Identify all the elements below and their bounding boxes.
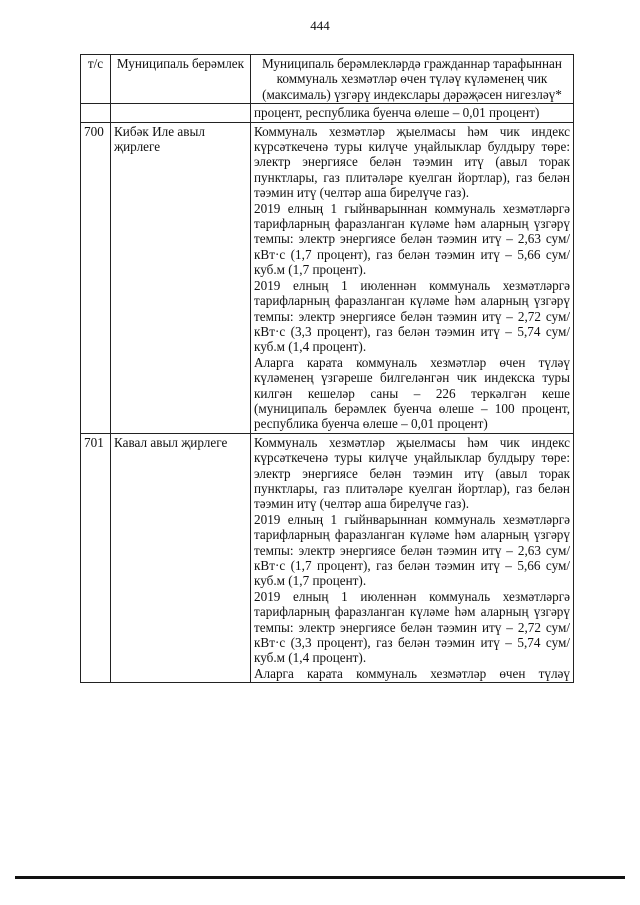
header-municipality: Муниципаль берәмлек xyxy=(111,55,251,104)
row-description xyxy=(251,104,574,122)
tariff-index-table xyxy=(80,54,574,683)
table-row xyxy=(81,122,574,433)
table-row xyxy=(81,104,574,122)
row-municipality xyxy=(111,104,251,122)
description-paragraph: процент, республика буенча өлеше – 0,01 процент) xyxy=(254,105,540,121)
header-description: Муниципаль берәмлекләрдә гражданнар тарафыннан коммуналь хезмәтләр өчен түләү күләменең чик (максималь) үзгәрү индекслары дәрәҗәсен нигезләү* xyxy=(251,55,574,104)
bottom-rule xyxy=(15,876,625,879)
page-number: 444 xyxy=(310,18,330,33)
header-number: т/с xyxy=(81,55,111,104)
description-paragraph: 2019 елның 1 июленнән коммуналь хезмәтләргә тарифларның фаразланган күләме һәм аларның үзгәрү темпы: электр энергиясе белән тәэмин итү – 2,72 сум/кВт·с (3,3 процент), газ белән тәэмин итү – 5,74 сум/куб.м (1,4 процент). xyxy=(254,588,570,666)
description-paragraph: 2019 елның 1 гыйнварыннан коммуналь хезмәтләргә тарифларның фаразланган күләме һәм аларның үзгәрү темпы: электр энергиясе белән тәэмин итү – 2,63 сум/кВт·с (1,7 процент), газ белән тәэмин итү – 5,66 сум/куб.м (1,7 процент). xyxy=(254,511,570,589)
row-municipality: Кибәк Иле авыл җирлеге xyxy=(111,122,251,433)
table-header-row xyxy=(81,55,574,104)
row-number xyxy=(81,104,111,122)
description-paragraph: Аларга карата коммуналь хезмәтләр өчен түләү xyxy=(254,665,570,681)
description-paragraph: 2019 елның 1 июленнән коммуналь хезмәтләргә тарифларның фаразланган күләме һәм аларның үзгәрү темпы: электр энергиясе белән тәэмин итү – 2,72 сум/кВт·с (3,3 процент), газ белән тәэмин итү – 5,74 сум/куб.м (1,4 процент). xyxy=(254,277,570,355)
description-paragraph: 2019 елның 1 гыйнварыннан коммуналь хезмәтләргә тарифларның фаразланган күләме һәм аларның үзгәрү темпы: электр энергиясе белән тәэмин итү – 2,63 сум/кВт·с (1,7 процент), газ белән тәэмин итү – 5,66 сум/куб.м (1,7 процент). xyxy=(254,200,570,278)
description-paragraph: Аларга карата коммуналь хезмәтләр өчен түләү күләменең үзгәреше билгеләнгән чик индекска туры килгән кешеләр саны – 226 теркәлгән кеше (муниципаль берәмлек буенча өлеше – 100 процент, республика буенча өлеше – 0,01 процент) xyxy=(254,354,570,432)
row-description xyxy=(251,433,574,683)
description-paragraph: Коммуналь хезмәтләр җыелмасы һәм чик индекс күрсәткеченә туры килүче уңайлыклар булдыру төре: электр энергиясе белән тәэмин итү (авыл торак пунктлары, газ плитәләре куелган йортлар), газ белән тәэмин итү (челтәр аша бирелүче газ). xyxy=(254,123,570,201)
row-number: 701 xyxy=(81,433,111,683)
description-paragraph: Коммуналь хезмәтләр җыелмасы һәм чик индекс күрсәткеченә туры килүче уңайлыклар булдыру төре: электр энергиясе белән тәэмин итү (авыл торак пунктлары, газ плитәләре куелган йортлар), газ белән тәэмин итү (челтәр аша бирелүче газ). xyxy=(254,434,570,512)
row-municipality: Кавал авыл җирлеге xyxy=(111,433,251,683)
row-number: 700 xyxy=(81,122,111,433)
row-description xyxy=(251,122,574,433)
table-row xyxy=(81,433,574,683)
